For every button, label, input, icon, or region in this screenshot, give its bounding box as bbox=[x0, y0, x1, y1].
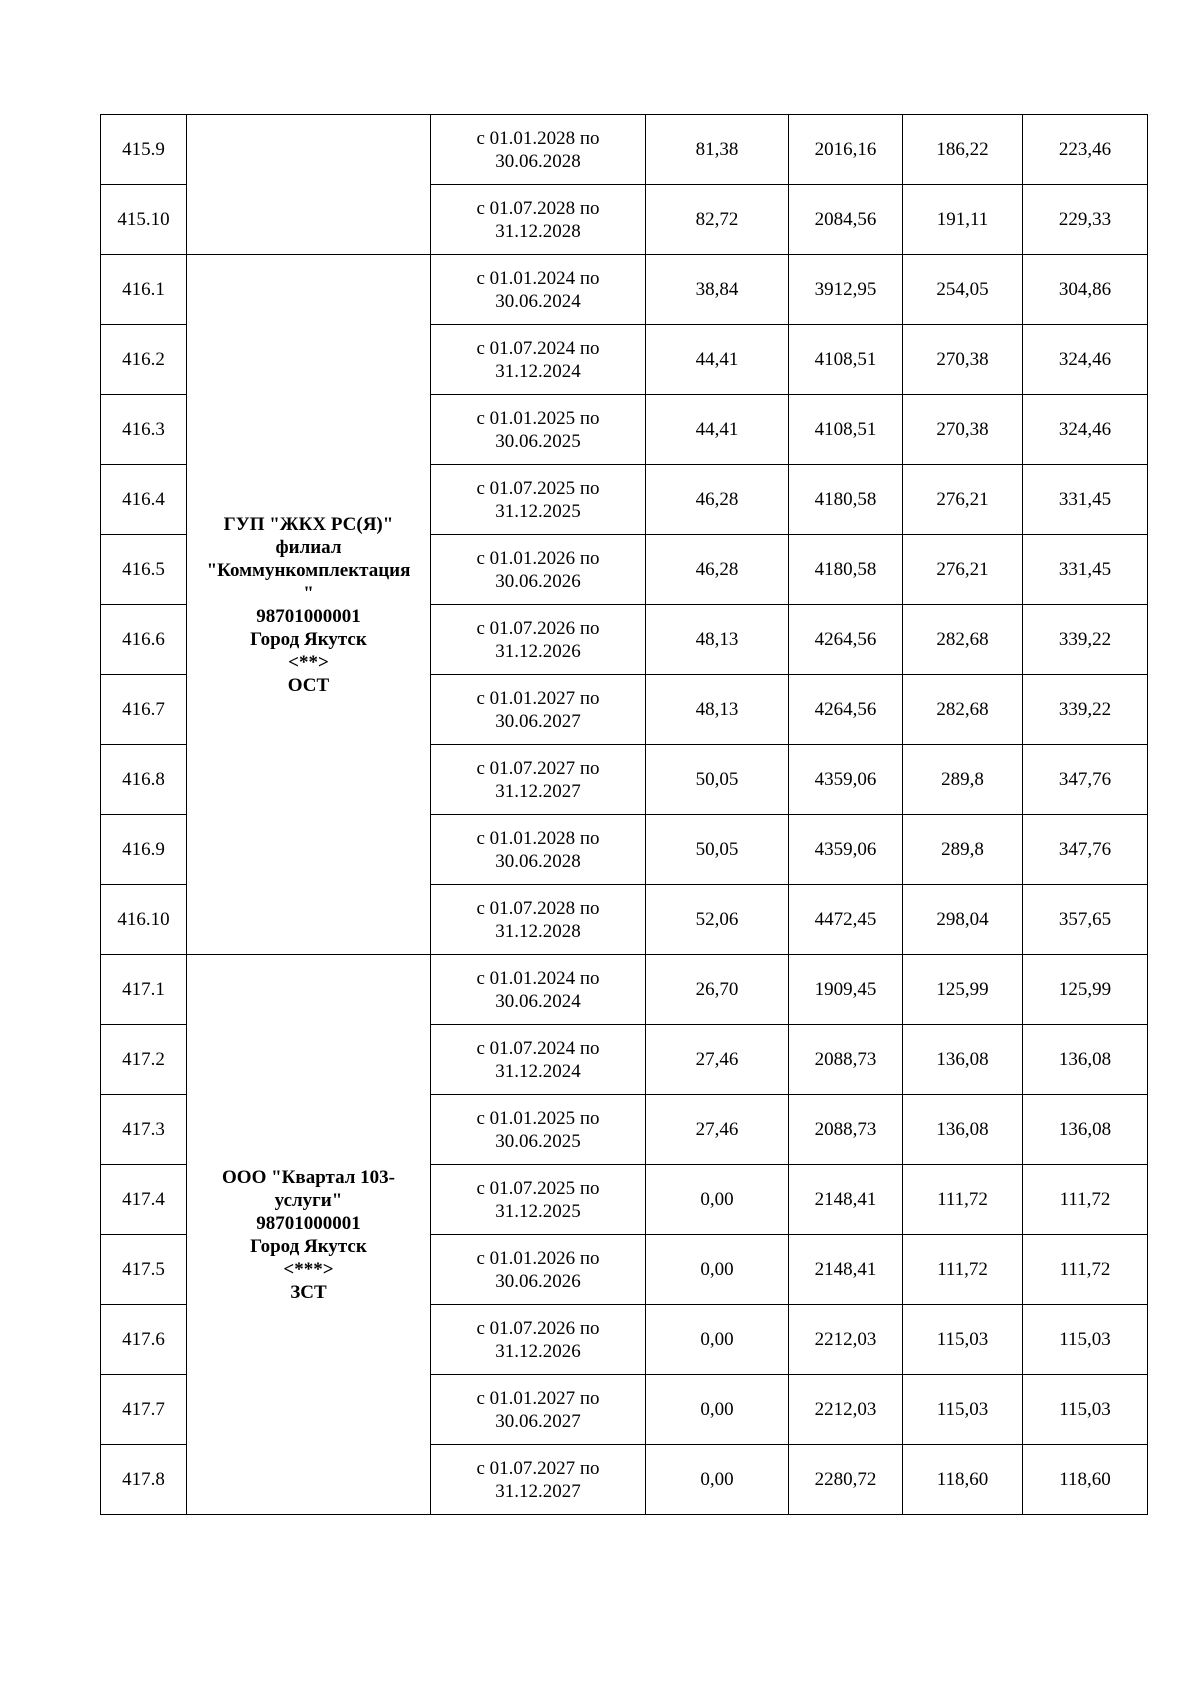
organization-cell bbox=[187, 955, 431, 1515]
value-cell-1: 81,38 bbox=[646, 115, 789, 185]
period-cell bbox=[431, 395, 646, 465]
row-number-cell: 416.1 bbox=[101, 255, 187, 325]
period-cell bbox=[431, 1305, 646, 1375]
period-cell bbox=[431, 1235, 646, 1305]
value-cell-2: 2084,56 bbox=[789, 185, 903, 255]
value-cell-2: 2148,41 bbox=[789, 1165, 903, 1235]
row-number-cell: 415.9 bbox=[101, 115, 187, 185]
value-cell-3: 191,11 bbox=[903, 185, 1023, 255]
organization-line: 98701000001 bbox=[256, 1212, 361, 1234]
value-cell-2: 2280,72 bbox=[789, 1445, 903, 1515]
period-line: 31.12.2027 bbox=[495, 1480, 581, 1502]
organization-line: услуги" bbox=[274, 1189, 343, 1211]
value-cell-4: 136,08 bbox=[1023, 1025, 1148, 1095]
period-line: с 01.01.2026 по bbox=[476, 547, 600, 569]
tariff-table bbox=[100, 114, 1148, 1515]
row-number-cell: 416.4 bbox=[101, 465, 187, 535]
row-number-cell: 417.5 bbox=[101, 1235, 187, 1305]
value-cell-3: 270,38 bbox=[903, 395, 1023, 465]
organization-line: " bbox=[303, 582, 314, 604]
row-number-cell: 416.7 bbox=[101, 675, 187, 745]
period-cell bbox=[431, 535, 646, 605]
value-cell-1: 0,00 bbox=[646, 1375, 789, 1445]
organization-line: <***> bbox=[283, 1258, 334, 1280]
period-line: с 01.07.2027 по bbox=[476, 757, 600, 779]
value-cell-1: 46,28 bbox=[646, 535, 789, 605]
value-cell-1: 0,00 bbox=[646, 1445, 789, 1515]
period-cell bbox=[431, 1375, 646, 1445]
period-cell bbox=[431, 675, 646, 745]
period-cell bbox=[431, 1025, 646, 1095]
value-cell-4: 339,22 bbox=[1023, 675, 1148, 745]
period-line: 30.06.2027 bbox=[495, 1410, 581, 1432]
value-cell-2: 4180,58 bbox=[789, 465, 903, 535]
period-line: 31.12.2027 bbox=[495, 780, 581, 802]
period-line: с 01.01.2028 по bbox=[476, 827, 600, 849]
row-number-cell: 416.10 bbox=[101, 885, 187, 955]
tariff-table-body bbox=[101, 115, 1148, 1515]
period-cell bbox=[431, 955, 646, 1025]
period-cell bbox=[431, 255, 646, 325]
period-cell bbox=[431, 115, 646, 185]
period-line: с 01.01.2028 по bbox=[476, 127, 600, 149]
value-cell-1: 0,00 bbox=[646, 1235, 789, 1305]
value-cell-1: 0,00 bbox=[646, 1165, 789, 1235]
period-line: с 01.01.2026 по bbox=[476, 1247, 600, 1269]
period-line: с 01.07.2024 по bbox=[476, 1037, 600, 1059]
value-cell-4: 324,46 bbox=[1023, 325, 1148, 395]
period-cell bbox=[431, 185, 646, 255]
value-cell-1: 52,06 bbox=[646, 885, 789, 955]
period-line: 31.12.2025 bbox=[495, 500, 581, 522]
value-cell-1: 0,00 bbox=[646, 1305, 789, 1375]
row-number-cell: 416.6 bbox=[101, 605, 187, 675]
organization-cell bbox=[187, 115, 431, 255]
value-cell-1: 82,72 bbox=[646, 185, 789, 255]
value-cell-2: 2212,03 bbox=[789, 1305, 903, 1375]
period-cell bbox=[431, 465, 646, 535]
period-line: 31.12.2024 bbox=[495, 360, 581, 382]
value-cell-4: 331,45 bbox=[1023, 535, 1148, 605]
value-cell-1: 44,41 bbox=[646, 325, 789, 395]
value-cell-3: 118,60 bbox=[903, 1445, 1023, 1515]
row-number-cell: 415.10 bbox=[101, 185, 187, 255]
organization-line: ЗСТ bbox=[290, 1281, 327, 1303]
value-cell-4: 339,22 bbox=[1023, 605, 1148, 675]
value-cell-4: 125,99 bbox=[1023, 955, 1148, 1025]
period-line: 31.12.2026 bbox=[495, 1340, 581, 1362]
value-cell-3: 276,21 bbox=[903, 535, 1023, 605]
value-cell-1: 46,28 bbox=[646, 465, 789, 535]
row-number-cell: 416.5 bbox=[101, 535, 187, 605]
row-number-cell: 416.8 bbox=[101, 745, 187, 815]
value-cell-2: 4359,06 bbox=[789, 815, 903, 885]
value-cell-2: 2088,73 bbox=[789, 1095, 903, 1165]
value-cell-2: 4108,51 bbox=[789, 395, 903, 465]
period-line: с 01.01.2025 по bbox=[476, 1107, 600, 1129]
period-line: 31.12.2028 bbox=[495, 220, 581, 242]
table-row bbox=[101, 115, 1148, 185]
period-line: с 01.07.2025 по bbox=[476, 1177, 600, 1199]
table-row bbox=[101, 955, 1148, 1025]
period-cell bbox=[431, 1165, 646, 1235]
row-number-cell: 417.6 bbox=[101, 1305, 187, 1375]
value-cell-3: 111,72 bbox=[903, 1165, 1023, 1235]
period-line: 30.06.2026 bbox=[495, 570, 581, 592]
period-line: 30.06.2028 bbox=[495, 150, 581, 172]
row-number-cell: 416.9 bbox=[101, 815, 187, 885]
period-line: с 01.01.2024 по bbox=[476, 267, 600, 289]
row-number-cell: 417.8 bbox=[101, 1445, 187, 1515]
value-cell-4: 111,72 bbox=[1023, 1235, 1148, 1305]
period-line: с 01.01.2027 по bbox=[476, 1387, 600, 1409]
value-cell-2: 4264,56 bbox=[789, 605, 903, 675]
value-cell-3: 298,04 bbox=[903, 885, 1023, 955]
value-cell-2: 1909,45 bbox=[789, 955, 903, 1025]
organization-line: "Коммункомплектация bbox=[206, 559, 411, 581]
value-cell-4: 324,46 bbox=[1023, 395, 1148, 465]
period-line: 30.06.2025 bbox=[495, 1130, 581, 1152]
organization-line: Город Якутск bbox=[250, 628, 367, 650]
value-cell-3: 282,68 bbox=[903, 605, 1023, 675]
value-cell-1: 26,70 bbox=[646, 955, 789, 1025]
value-cell-3: 282,68 bbox=[903, 675, 1023, 745]
period-line: с 01.01.2024 по bbox=[476, 967, 600, 989]
period-line: 31.12.2025 bbox=[495, 1200, 581, 1222]
value-cell-3: 115,03 bbox=[903, 1305, 1023, 1375]
organization-line: <**> bbox=[288, 651, 329, 673]
value-cell-2: 4264,56 bbox=[789, 675, 903, 745]
value-cell-1: 44,41 bbox=[646, 395, 789, 465]
period-cell bbox=[431, 745, 646, 815]
organization-line: ООО "Квартал 103- bbox=[222, 1166, 395, 1188]
value-cell-2: 2212,03 bbox=[789, 1375, 903, 1445]
organization-line: филиал bbox=[275, 536, 342, 558]
value-cell-3: 276,21 bbox=[903, 465, 1023, 535]
value-cell-3: 270,38 bbox=[903, 325, 1023, 395]
value-cell-4: 304,86 bbox=[1023, 255, 1148, 325]
value-cell-3: 136,08 bbox=[903, 1025, 1023, 1095]
value-cell-2: 2088,73 bbox=[789, 1025, 903, 1095]
period-line: с 01.07.2026 по bbox=[476, 1317, 600, 1339]
period-line: с 01.07.2027 по bbox=[476, 1457, 600, 1479]
value-cell-2: 4359,06 bbox=[789, 745, 903, 815]
organization-line: ОСТ bbox=[287, 674, 330, 696]
value-cell-2: 2148,41 bbox=[789, 1235, 903, 1305]
row-number-cell: 417.2 bbox=[101, 1025, 187, 1095]
period-line: с 01.07.2025 по bbox=[476, 477, 600, 499]
period-cell bbox=[431, 325, 646, 395]
value-cell-3: 186,22 bbox=[903, 115, 1023, 185]
period-cell bbox=[431, 1445, 646, 1515]
value-cell-2: 4472,45 bbox=[789, 885, 903, 955]
value-cell-2: 4180,58 bbox=[789, 535, 903, 605]
value-cell-3: 111,72 bbox=[903, 1235, 1023, 1305]
value-cell-1: 38,84 bbox=[646, 255, 789, 325]
row-number-cell: 417.1 bbox=[101, 955, 187, 1025]
value-cell-4: 357,65 bbox=[1023, 885, 1148, 955]
value-cell-4: 331,45 bbox=[1023, 465, 1148, 535]
value-cell-1: 27,46 bbox=[646, 1095, 789, 1165]
period-cell bbox=[431, 605, 646, 675]
value-cell-3: 289,8 bbox=[903, 745, 1023, 815]
organization-line: Город Якутск bbox=[250, 1235, 367, 1257]
period-line: 30.06.2024 bbox=[495, 990, 581, 1012]
value-cell-1: 50,05 bbox=[646, 815, 789, 885]
period-line: 30.06.2027 bbox=[495, 710, 581, 732]
organization-line: 98701000001 bbox=[256, 605, 361, 627]
row-number-cell: 416.3 bbox=[101, 395, 187, 465]
value-cell-3: 115,03 bbox=[903, 1375, 1023, 1445]
period-line: с 01.07.2024 по bbox=[476, 337, 600, 359]
period-line: 31.12.2028 bbox=[495, 920, 581, 942]
period-line: 31.12.2026 bbox=[495, 640, 581, 662]
period-line: 30.06.2026 bbox=[495, 1270, 581, 1292]
value-cell-2: 3912,95 bbox=[789, 255, 903, 325]
value-cell-1: 27,46 bbox=[646, 1025, 789, 1095]
value-cell-4: 347,76 bbox=[1023, 815, 1148, 885]
value-cell-4: 111,72 bbox=[1023, 1165, 1148, 1235]
period-line: 30.06.2025 bbox=[495, 430, 581, 452]
value-cell-4: 229,33 bbox=[1023, 185, 1148, 255]
row-number-cell: 417.3 bbox=[101, 1095, 187, 1165]
value-cell-4: 347,76 bbox=[1023, 745, 1148, 815]
value-cell-4: 115,03 bbox=[1023, 1305, 1148, 1375]
period-cell bbox=[431, 815, 646, 885]
period-line: с 01.07.2028 по bbox=[476, 897, 600, 919]
value-cell-3: 125,99 bbox=[903, 955, 1023, 1025]
period-line: с 01.07.2026 по bbox=[476, 617, 600, 639]
organization-cell bbox=[187, 255, 431, 955]
period-line: с 01.01.2025 по bbox=[476, 407, 600, 429]
value-cell-3: 289,8 bbox=[903, 815, 1023, 885]
table-row bbox=[101, 255, 1148, 325]
row-number-cell: 416.2 bbox=[101, 325, 187, 395]
value-cell-2: 2016,16 bbox=[789, 115, 903, 185]
value-cell-3: 136,08 bbox=[903, 1095, 1023, 1165]
row-number-cell: 417.7 bbox=[101, 1375, 187, 1445]
value-cell-4: 136,08 bbox=[1023, 1095, 1148, 1165]
row-number-cell: 417.4 bbox=[101, 1165, 187, 1235]
period-line: с 01.01.2027 по bbox=[476, 687, 600, 709]
value-cell-1: 48,13 bbox=[646, 675, 789, 745]
period-line: 30.06.2028 bbox=[495, 850, 581, 872]
value-cell-4: 115,03 bbox=[1023, 1375, 1148, 1445]
value-cell-1: 48,13 bbox=[646, 605, 789, 675]
organization-line: ГУП "ЖКХ РС(Я)" bbox=[223, 513, 394, 535]
value-cell-1: 50,05 bbox=[646, 745, 789, 815]
value-cell-2: 4108,51 bbox=[789, 325, 903, 395]
period-cell bbox=[431, 885, 646, 955]
period-line: с 01.07.2028 по bbox=[476, 197, 600, 219]
period-cell bbox=[431, 1095, 646, 1165]
period-line: 30.06.2024 bbox=[495, 290, 581, 312]
value-cell-3: 254,05 bbox=[903, 255, 1023, 325]
value-cell-4: 118,60 bbox=[1023, 1445, 1148, 1515]
period-line: 31.12.2024 bbox=[495, 1060, 581, 1082]
value-cell-4: 223,46 bbox=[1023, 115, 1148, 185]
